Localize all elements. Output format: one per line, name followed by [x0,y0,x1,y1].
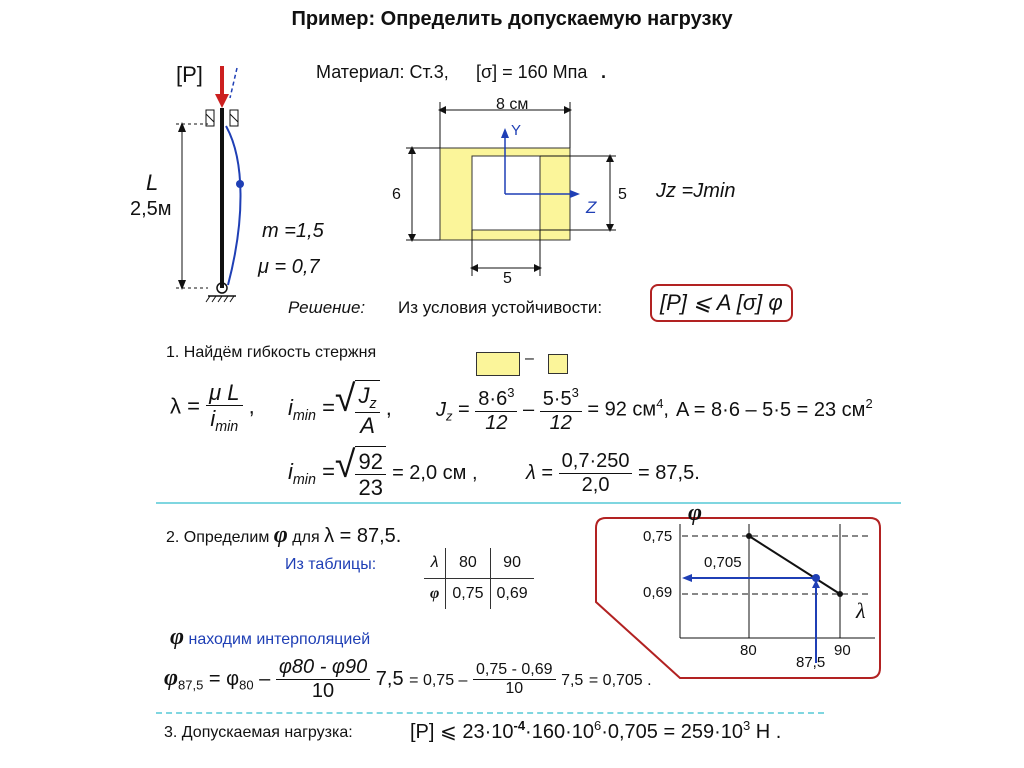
formula-num: φ80 - φ90 [276,656,370,680]
comma: , [248,393,255,419]
phi-symbol: φ [273,522,288,548]
m-value: m =1,5 [262,220,324,242]
section-width-inner: 5 [503,270,512,287]
graph-y-075: 0,75 [643,528,673,545]
jz-den2: 12 [549,411,572,434]
jz-formula: $J_z$ = $\frac{8\cdot 6^3}{12}$ – $\frac{5\cdot 5^3}{12}$ = 92 $см^4$, [436,385,669,434]
lambda-den: 2,0 [581,474,610,496]
divider-2 [156,712,824,714]
formula-mul: 7,5 [375,667,404,690]
table-cell: 80 [446,548,490,579]
solution-label: Решение: [288,298,366,317]
pow2: 2 [865,396,873,411]
area-formula [676,396,873,422]
interpolation-graph [590,508,890,688]
step3-heading: 3. Допускаемая нагрузка: [164,724,353,741]
jz-den1: 12 [485,411,508,434]
step3-exp2: 6 [593,718,602,733]
jz-result: = 92 см [587,398,657,421]
pow4: 4 [656,395,664,411]
table-cell: 90 [490,548,534,579]
graph-y-069: 0,69 [643,584,673,601]
phi-symbol: φ [164,664,179,691]
table-cell: 0,69 [490,579,534,610]
length-symbol: L [146,170,159,195]
pow3: 3 [571,385,579,400]
jz-num2: 5·5 [542,387,572,410]
formula-eq2: = 0,75 – [409,671,468,689]
table-cell: 0,75 [446,579,490,610]
solution-condition: Из условия устойчивости: [398,298,603,317]
imin-result: $i_{min}$ = √ $\frac{92}{23}$ = 2,0 см , [288,443,478,501]
min-sub: min [215,419,239,436]
minus-sign: – [525,350,534,367]
step2-heading-a: 2. Определим [166,529,270,546]
formula-den: 10 [311,680,335,702]
step3-part-a: [P] ⩽ 23·10 [410,720,514,743]
formula-result: = 0,705 . [588,671,652,689]
interp-formula [164,656,652,703]
formula-mul2: 7,5 [561,671,584,689]
pow3: 3 [507,385,515,400]
imin-definition: $i_{min}$ = √ $\frac{J_z}{A}$ , [288,377,392,439]
length-value: 2,5м [130,198,172,220]
lambda-result: λ = $\frac{0,7\cdot 250}{2,0}$ = 87,5. [526,450,700,496]
sqrt-den: 23 [358,475,383,501]
load-label: [P] [176,62,203,87]
step1-heading: 1. Найдём гибкость стержня [166,344,377,361]
graph-lambda-axis: λ [856,598,866,623]
from-table-label: Из таблицы: [285,556,377,573]
min-sub: min [292,408,316,425]
table-cell: φ [424,579,446,610]
stability-formula: [P] ⩽ A [σ] φ [650,284,793,322]
phi-symbol: φ [170,624,185,650]
interp-line [170,624,370,651]
mu-value: μ = 0,7 [258,256,320,278]
phi-sub-80: 80 [239,677,254,693]
graph-x-90: 90 [834,642,851,659]
jz-num1: 8·6 [478,387,508,410]
cross-section-diagram [380,90,640,290]
material-text: Материал: Ст.3, [316,62,449,82]
i-symbol: i [288,395,293,421]
graph-y-0705: 0,705 [704,554,742,571]
mu-l: μ L [206,380,242,406]
sqrt-num: 92 [355,449,385,475]
min-sub: min [292,472,316,489]
lambda-definition [170,380,255,436]
lambda-eq: λ = [170,393,200,419]
step3-exp1: -4 [513,718,526,733]
section-width-label: 8 см [496,96,529,113]
i-symbol: i [210,406,216,432]
step2-heading-b: для [292,529,320,546]
step3-formula [410,718,781,744]
table-cell: λ [424,548,446,579]
phi-table [424,548,534,609]
comma: , [385,395,392,421]
formula-num2: 0,75 - 0,69 [473,661,556,680]
area-text: A = 8·6 – 5·5 = 23 см [676,398,866,421]
i-symbol: i [288,459,293,485]
formula-minus: – [259,667,271,690]
step3-part-c: ·0,705 = 259·10 [601,720,743,743]
material-dot: . [601,62,607,82]
section-height-outer: 6 [392,186,401,203]
jz-note: Jz =Jmin [656,180,736,202]
lambda-value-2: λ = 87,5. [324,525,402,547]
section-height-inner: 5 [618,186,627,203]
outer-rect-icon [476,352,520,376]
graph-x-875: 87,5 [796,654,826,671]
lambda-value: = 87,5. [638,461,700,484]
page-title: Пример: Определить допускаемую нагрузку [291,8,733,30]
phi-sub-875: 87,5 [178,677,204,693]
graph-phi-axis: φ [688,500,703,526]
step3-part-b: ·160·10 [525,720,594,743]
step2-heading [166,522,401,549]
imin-value: = 2,0 см , [392,462,478,485]
lambda-num: 0,7·250 [559,450,633,474]
inner-rect-icon [548,354,568,374]
step3-exp3: 3 [743,718,751,733]
graph-x-80: 80 [740,642,757,659]
material-sigma: [σ] = 160 Мпа [476,62,588,82]
interp-label: находим интерполяцией [188,631,371,648]
axis-y-label: Y [511,122,522,139]
axis-z-label: Z [586,198,597,217]
formula-eq: = φ [208,667,240,690]
step3-part-d: Н . [755,720,782,743]
formula-den2: 10 [505,680,524,697]
divider-1 [156,502,901,504]
